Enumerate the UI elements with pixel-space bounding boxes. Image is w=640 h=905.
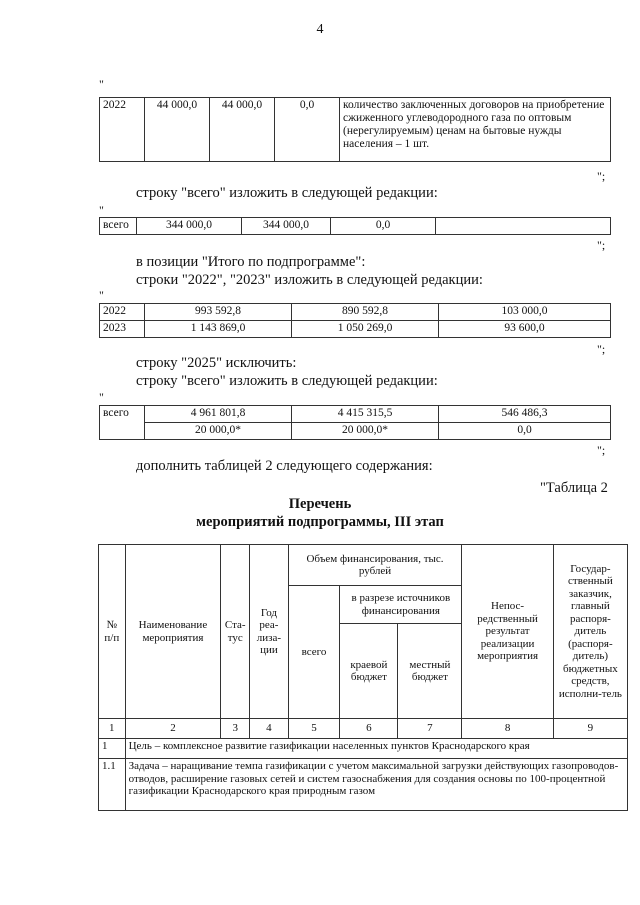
regional-cell: 1 050 269,0 <box>292 321 439 338</box>
instruction-text: строки "2022", "2023" изложить в следующей редакции: <box>136 272 483 288</box>
amendment-table-row-2022 <box>99 97 611 162</box>
closing-quote: "; <box>597 342 606 356</box>
local-cell: 546 486,3 <box>439 406 611 423</box>
total-cell: 344 000,0 <box>137 218 242 235</box>
goal-text: Цель – комплексное развитие газификации населенных пунктов Краснодарского края <box>125 739 627 759</box>
closing-quote: "; <box>597 169 606 183</box>
header-number: № п/п <box>99 545 126 719</box>
header-result: Непос-редственный результат реализации мероприятия <box>462 545 553 719</box>
col-number: 8 <box>462 719 553 739</box>
total-cell: 4 961 801,8 <box>145 406 292 423</box>
regional-cell: 890 592,8 <box>292 304 439 321</box>
col-number: 7 <box>398 719 462 739</box>
row-number: 1.1 <box>99 759 126 811</box>
col-number: 9 <box>553 719 627 739</box>
header-customer: Государ-ственный заказчик, главный распоря-дитель (распоря-дитель) бюджетных средств, исполни-тель <box>553 545 627 719</box>
header-name: Наименование мероприятия <box>125 545 221 719</box>
total-cell: 44 000,0 <box>145 98 210 162</box>
amendment-table-years <box>99 303 611 338</box>
col-number: 2 <box>125 719 221 739</box>
instruction-text: в позиции "Итого по подпрограмме": <box>136 254 366 270</box>
col-number: 1 <box>99 719 126 739</box>
measures-table <box>98 544 628 811</box>
opening-quote: " <box>99 288 104 302</box>
header-year: Год реа-лиза-ции <box>250 545 289 719</box>
year-cell: 2023 <box>100 321 145 338</box>
task-text: Задача – наращивание темпа газификации с учетом максимальной загрузки действующих газопроводов-отводов, расширение газовых сетей и систем газоснабжения для создания основы по 100-процентной газификации Краснодарского края природным газом <box>125 759 627 811</box>
col-number: 6 <box>340 719 398 739</box>
instruction-text: дополнить таблицей 2 следующего содержания: <box>136 458 433 474</box>
col-number: 4 <box>250 719 289 739</box>
local-cell: 0,0 <box>439 423 611 440</box>
page-number: 4 <box>316 22 324 37</box>
local-cell: 103 000,0 <box>439 304 611 321</box>
regional-cell: 4 415 315,5 <box>292 406 439 423</box>
col-number: 5 <box>288 719 340 739</box>
header-status: Ста-тус <box>221 545 250 719</box>
header-volume: Объем финансирования, тыс. рублей <box>288 545 462 586</box>
local-cell: 93 600,0 <box>439 321 611 338</box>
closing-quote: "; <box>597 443 606 457</box>
instruction-text: строку "всего" изложить в следующей редакции: <box>136 373 438 389</box>
amendment-table-grand-total <box>99 405 611 440</box>
opening-quote: " <box>99 390 104 404</box>
table-row <box>99 739 628 759</box>
instruction-text: строку "всего" изложить в следующей редакции: <box>136 185 438 201</box>
header-regional: краевой бюджет <box>340 624 398 719</box>
header-local: местный бюджет <box>398 624 462 719</box>
total-cell: 20 000,0* <box>145 423 292 440</box>
total-label-cell: всего <box>100 406 145 440</box>
year-cell: 2022 <box>100 304 145 321</box>
col-number: 3 <box>221 719 250 739</box>
header-total: всего <box>288 586 340 719</box>
list-heading: Перечень <box>288 496 352 512</box>
total-cell: 1 143 869,0 <box>145 321 292 338</box>
local-cell: 0,0 <box>331 218 436 235</box>
regional-cell: 344 000,0 <box>242 218 331 235</box>
header-breakdown: в разрезе источников финансирования <box>340 586 462 624</box>
amendment-table-total <box>99 217 611 235</box>
list-subheading: мероприятий подпрограммы, III этап <box>196 514 444 530</box>
total-label-cell: всего <box>100 218 137 235</box>
result-cell: количество заключенных договоров на приобретение сжиженного углеводородного газа по оптовым (нерегулируемым) ценам на бытовые нужды населения – 1 шт. <box>340 98 611 162</box>
empty-cell <box>436 218 611 235</box>
local-cell: 0,0 <box>275 98 340 162</box>
opening-quote: " <box>99 203 104 217</box>
row-number: 1 <box>99 739 126 759</box>
table-row <box>99 759 628 811</box>
year-cell: 2022 <box>100 98 145 162</box>
opening-quote: " <box>99 77 104 91</box>
total-cell: 993 592,8 <box>145 304 292 321</box>
regional-cell: 20 000,0* <box>292 423 439 440</box>
column-number-row <box>99 719 628 739</box>
table-label: "Таблица 2 <box>540 480 608 496</box>
regional-cell: 44 000,0 <box>210 98 275 162</box>
closing-quote: "; <box>597 238 606 252</box>
instruction-text: строку "2025" исключить: <box>136 355 297 371</box>
